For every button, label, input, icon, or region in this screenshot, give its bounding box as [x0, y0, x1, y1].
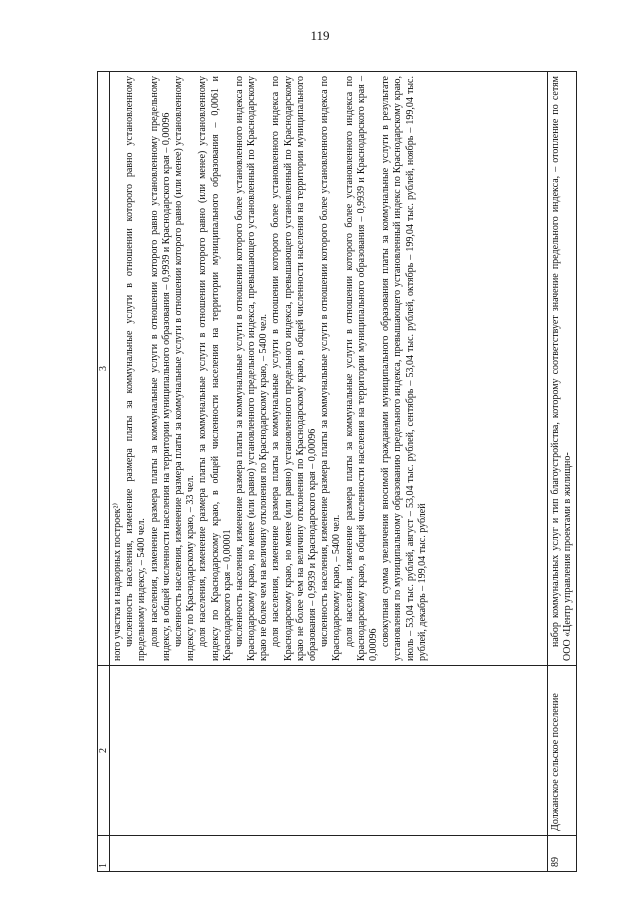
table-row-89 — [547, 72, 576, 872]
paragraph: совокупная сумма увеличения вносимой гражданами муниципального образования платы за коммунальные услуги в результате установления по муниципальному образованию предельного индекса, превышающего установленный индекс по Краснодарскому краю, июль – 53,04 тыс. рублей, август – 53,04 тыс. рублей, сентябрь – 53,04 тыс. рублей, октябрь – 199,04 тыс. рублей, ноябрь – 199,04 тыс. рублей, декабрь – 199,04 тыс. рублей — [380, 76, 428, 661]
paragraph: доля населения, изменение размера платы за коммунальные услуги в отношении которого равно (или менее) установленному индексу по Краснодарскому краю, в общей численности населения на территории муниципального образования – 0,0061 и Краснодарского края – 0,00001 — [197, 76, 233, 661]
paragraph: доля населения, изменение размера платы за коммунальные услуги в отношении которого более установленного индекса по Краснодарскому краю, но менее (или равно) установленного предельного индекса, превышающего установленный по Краснодарскому краю не более чем на величину отклонения по Краснодарскому краю, в общей численности населения на территории муниципального образования – 0,9939 и Краснодарского края – 0,00096 — [270, 76, 318, 661]
paragraph: численность населения, изменение размера платы за коммунальные услуги в отношении которого равно установленному предельному индексу, – 5400 чел. — [124, 76, 148, 661]
rotated-table-content — [97, 72, 577, 872]
settlement-cell: Должанское сельское поселение — [547, 666, 576, 836]
paragraph: численность населения, изменение размера платы за коммунальные услуги в отношении которого более установленного индекса по Краснодарскому краю, но менее (или равно) установленного предельного индекса, превышающего установленный по Краснодарскому краю не более чем на величину отклонения по Краснодарскому краю, – 5400 чел. — [233, 76, 270, 661]
indicators-table — [97, 71, 577, 872]
paragraph: численность населения, изменение размера платы за коммунальные услуги в отношении которого более установленного индекса по Краснодарскому краю, – 5400 чел. — [319, 76, 343, 661]
indicators-cell — [547, 72, 576, 666]
page-number: 119 — [310, 28, 330, 43]
table-row-continuation — [110, 72, 548, 872]
paragraph: набор коммунальных услуг и тип благоустройства, которому соответствует значение предельного индекса, – отопление по сетям ООО «Центр управления проектами в жилищно- — [549, 76, 573, 661]
indicators-cell — [110, 72, 548, 666]
paragraph: численность населения, изменение размера платы за коммунальные услуги в отношении которого равно (или менее) установленному индексу по Краснодарскому краю, – 33 чел. — [172, 76, 197, 661]
settlement-cell — [110, 666, 548, 836]
table-header-row — [98, 72, 110, 872]
paragraph: доля населения, изменение размера платы за коммунальные услуги в отношении которого равно установленному предельному индексу, в общей численности населения на территории муниципального образования – 0,9939 и Краснодарского края – 0,00096 — [148, 76, 172, 661]
row-number-cell — [110, 836, 548, 872]
header-col-3: 3 — [98, 72, 110, 666]
paragraph: ного участка и надворных построек²⁾ — [112, 503, 123, 661]
header-col-1: 1 — [98, 836, 110, 872]
header-col-2: 2 — [98, 666, 110, 836]
paragraph: доля населения, изменение размера платы за коммунальные услуги в отношении которого более установленного индекса по Краснодарскому краю, в общей численности населения на территории муниципального образования – 0,9939 и Краснодарского края – 0,00096 — [343, 76, 379, 661]
rotated-table-area — [97, 72, 577, 872]
row-number-cell: 89 — [547, 836, 576, 872]
